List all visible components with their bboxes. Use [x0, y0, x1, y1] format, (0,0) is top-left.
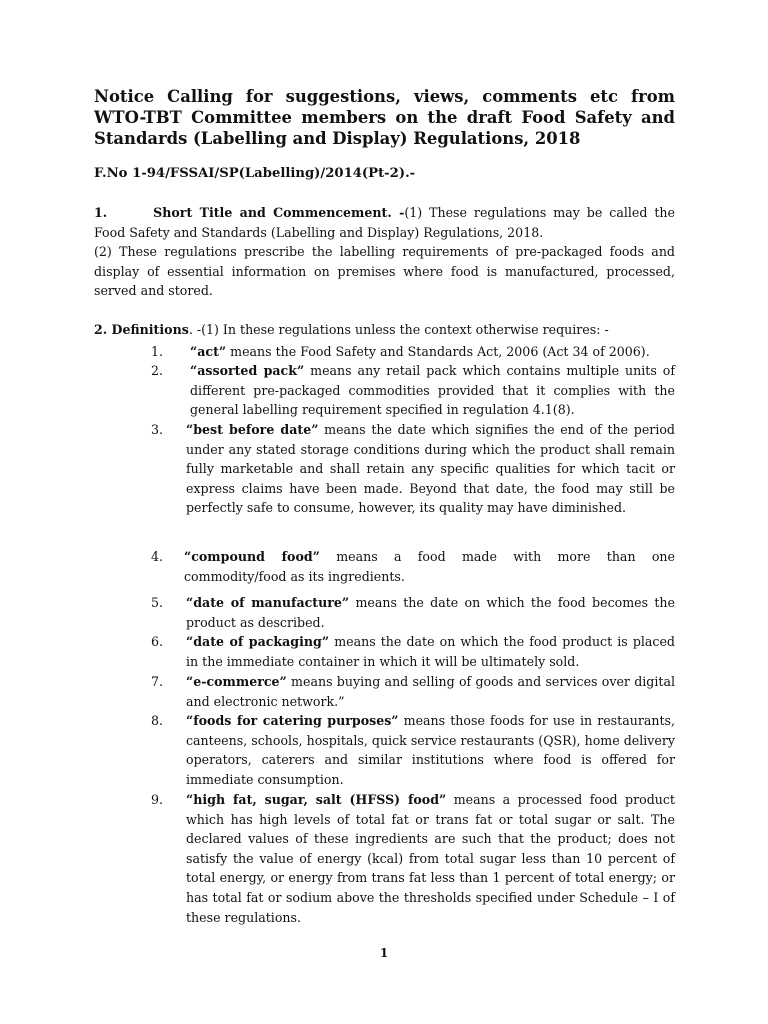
definition-body: means any retail pack which contains multiple units of different pre-packaged commodities provided that it complies with the general labelling requirement specified in regulation 4.1(8). [190, 363, 675, 418]
definition-term: “assorted pack” [190, 363, 305, 378]
section-2-intro: . -(1) In these regulations unless the context otherwise requires: - [188, 322, 609, 337]
page-number: 1 [379, 946, 389, 960]
section-2-heading [94, 320, 675, 340]
definition-number: 7. [151, 674, 164, 689]
definition-text [186, 711, 675, 789]
definition-text [184, 547, 675, 586]
definition-text [186, 632, 675, 671]
definition-number: 3. [151, 422, 164, 437]
definition-number: 2. [151, 363, 164, 378]
definition-number: 6. [151, 634, 164, 649]
definition-body: means a processed food product which has high levels of total fat or trans fat or total sugar or salt. The declared values of these ingredients are such that the product; does not satisfy the value of energy (kcal) from total sugar less than 10 percent of total energy, or energy from trans fat less than 1 percent of total energy; or has total fat or sodium above the thresholds specified under Schedule – I of these regulations. [186, 792, 675, 925]
definition-body: means the date which signifies the end of the period under any stated storage conditions during which the product shall remain fully marketable and shall retain any specific qualities for which tacit or express claims have been made. Beyond that date, the food may still be perfectly safe to consume, however, its quality may have diminished. [186, 422, 675, 516]
definition-term: “best before date” [186, 422, 319, 437]
definition-term: “date of packaging” [186, 634, 330, 649]
definition-term: “high fat, sugar, salt (HFSS) food” [186, 792, 447, 807]
definition-body: means those foods for use in restaurants, canteens, schools, hospitals, quick service restaurants (QSR), home delivery operators, caterers and similar institutions where food is offered for immediate consumption. [186, 713, 675, 787]
definition-text [186, 790, 675, 927]
section-1-text-1: (1) These regulations may be called the Food Safety and Standards (Labelling and Display) Regulations, 2018. [94, 205, 675, 240]
definition-term: “act” [190, 344, 227, 359]
definition-term: “e-commerce” [186, 674, 287, 689]
definition-number: 4. [151, 549, 164, 564]
section-1-para-1 [94, 203, 675, 242]
definition-body: means the Food Safety and Standards Act, 2006 (Act 34 of 2006). [226, 344, 650, 359]
definition-body: means the date on which the food product is placed in the immediate container in which it will be ultimately sold. [186, 634, 675, 669]
definition-body: means the date on which the food becomes the product as described. [186, 595, 675, 630]
definition-number: 8. [151, 713, 164, 728]
definition-term: “foods for catering purposes” [186, 713, 399, 728]
definition-text [186, 420, 675, 518]
definition-body: means buying and selling of goods and services over digital and electronic network.” [186, 674, 675, 709]
section-1-para-2: (2) These regulations prescribe the labelling requirements of pre-packaged foods and display of essential information on premises where food is manufactured, processed, served and stored. [94, 244, 675, 299]
definition-text [190, 361, 675, 420]
definition-term: “date of manufacture” [186, 595, 350, 610]
section-2-title: 2. Definitions [94, 322, 189, 337]
section-1-heading: Short Title and Commencement. - [153, 205, 405, 220]
document-title: Notice Calling for suggestions, views, comments etc from WTO-TBT Committee members on the draft Food Safety and Standards (Labelling and Display) Regulations, 2018 [94, 87, 675, 148]
definition-body: means a food made with more than one [319, 549, 675, 564]
definition-text [186, 593, 675, 632]
definition-number: 5. [151, 595, 164, 610]
definition-number: 1. [151, 344, 164, 359]
definition-text [190, 342, 675, 362]
file-number: F.No 1-94/FSSAI/SP(Labelling)/2014(Pt-2).- [94, 166, 416, 181]
definition-term: “compound food” [184, 549, 320, 564]
definition-number: 9. [151, 792, 164, 807]
definition-text [186, 672, 675, 711]
section-1-number: 1. [94, 205, 108, 220]
section-1 [94, 203, 675, 301]
definition-body-cont: commodity/food as its ingredients. [184, 568, 405, 584]
